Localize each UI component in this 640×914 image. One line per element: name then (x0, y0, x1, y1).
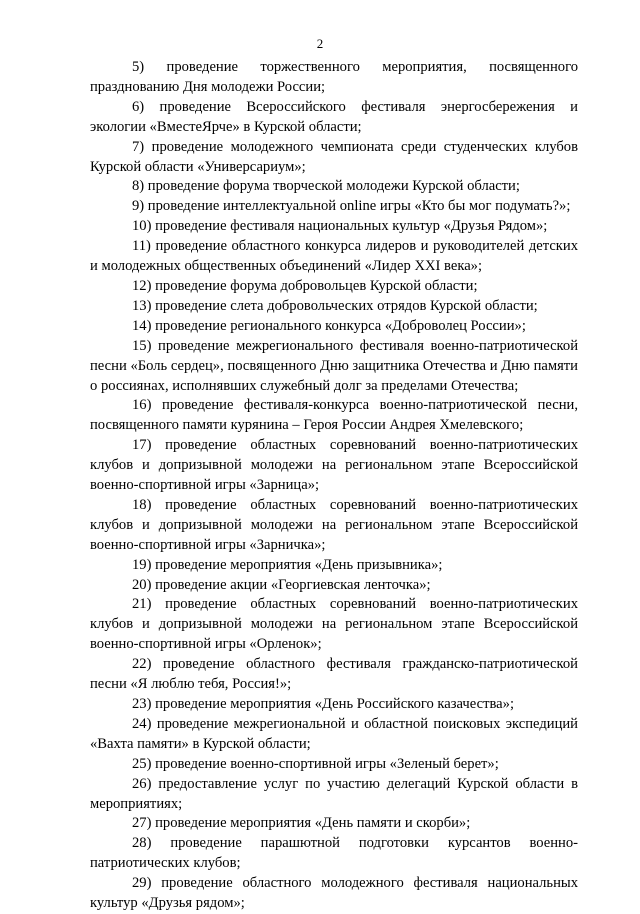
list-item: 29) проведение областного молодежного фестиваля национальных культур «Друзья рядом»; (90, 875, 578, 912)
list-item: 5) проведение торжественного мероприятия, посвященного празднованию Дня молодежи России; (90, 59, 578, 95)
list-item: 22) проведение областного фестиваля гражданско-патриотической песни «Я люблю тебя, Россия!»; (90, 656, 578, 693)
list-item: 8) проведение форума творческой молодежи Курской области; (132, 178, 520, 195)
list-item: 15) проведение межрегионального фестиваля военно-патриотической песни «Боль сердец», посвященного Дню защитника Отечества и Дню памяти о россиянах, исполнявших служебный долг за пределами Отечества; (90, 337, 578, 394)
list-item: 27) проведение мероприятия «День памяти и скорби»; (132, 815, 471, 832)
list-item: 28) проведение парашютной подготовки курсантов военно-патриотических клубов; (90, 835, 578, 872)
list-item: 11) проведение областного конкурса лидеров и руководителей детских и молодежных общественных объединений «Лидер XXI века»; (90, 238, 578, 275)
list-item: 14) проведение регионального конкурса «Доброволец России»; (132, 317, 526, 334)
list-item: 13) проведение слета добровольческих отрядов Курской области; (132, 297, 538, 314)
page-number: 2 (316, 36, 324, 51)
list-item: 7) проведение молодежного чемпионата среди студенческих клубов Курской области «Универсариум»; (90, 138, 578, 175)
list-item: 25) проведение военно-спортивной игры «Зеленый берет»; (132, 755, 499, 772)
list-item: 12) проведение форума добровольцев Курской области; (132, 277, 478, 294)
list-item: 18) проведение областных соревнований военно-патриотических клубов и допризывной молодежи на региональном этапе Всероссийской военно-спортивной игры «Зарничка»; (90, 496, 578, 553)
list-item: 17) проведение областных соревнований военно-патриотических клубов и допризывной молодежи на региональном этапе Всероссийской военно-спортивной игры «Зарница»; (90, 437, 578, 494)
list-item: 24) проведение межрегиональной и областной поисковых экспедиций «Вахта памяти» в Курской области; (90, 715, 578, 752)
list-item: 6) проведение Всероссийского фестиваля энергосбережения и экологии «ВместеЯрче» в Курской области; (90, 98, 578, 135)
list-item: 21) проведение областных соревнований военно-патриотических клубов и допризывной молодежи на региональном этапе Всероссийской военно-спортивной игры «Орленок»; (90, 596, 578, 653)
list-item: 20) проведение акции «Георгиевская ленточка»; (132, 576, 431, 593)
list-item: 19) проведение мероприятия «День призывника»; (132, 556, 443, 573)
list-item: 10) проведение фестиваля национальных культур «Друзья Рядом»; (132, 218, 548, 235)
list-item: 9) проведение интеллектуальной online игры «Кто бы мог подумать?»; (132, 198, 571, 215)
document-body (90, 58, 578, 914)
list-item: 23) проведение мероприятия «День Российского казачества»; (132, 696, 514, 712)
list-item: 16) проведение фестиваля-конкурса военно-патриотической песни, посвященного памяти курянина – Героя России Андрея Хмелевского; (90, 397, 578, 434)
list-item: 26) предоставление услуг по участию делегаций Курской области в мероприятиях; (90, 775, 578, 812)
